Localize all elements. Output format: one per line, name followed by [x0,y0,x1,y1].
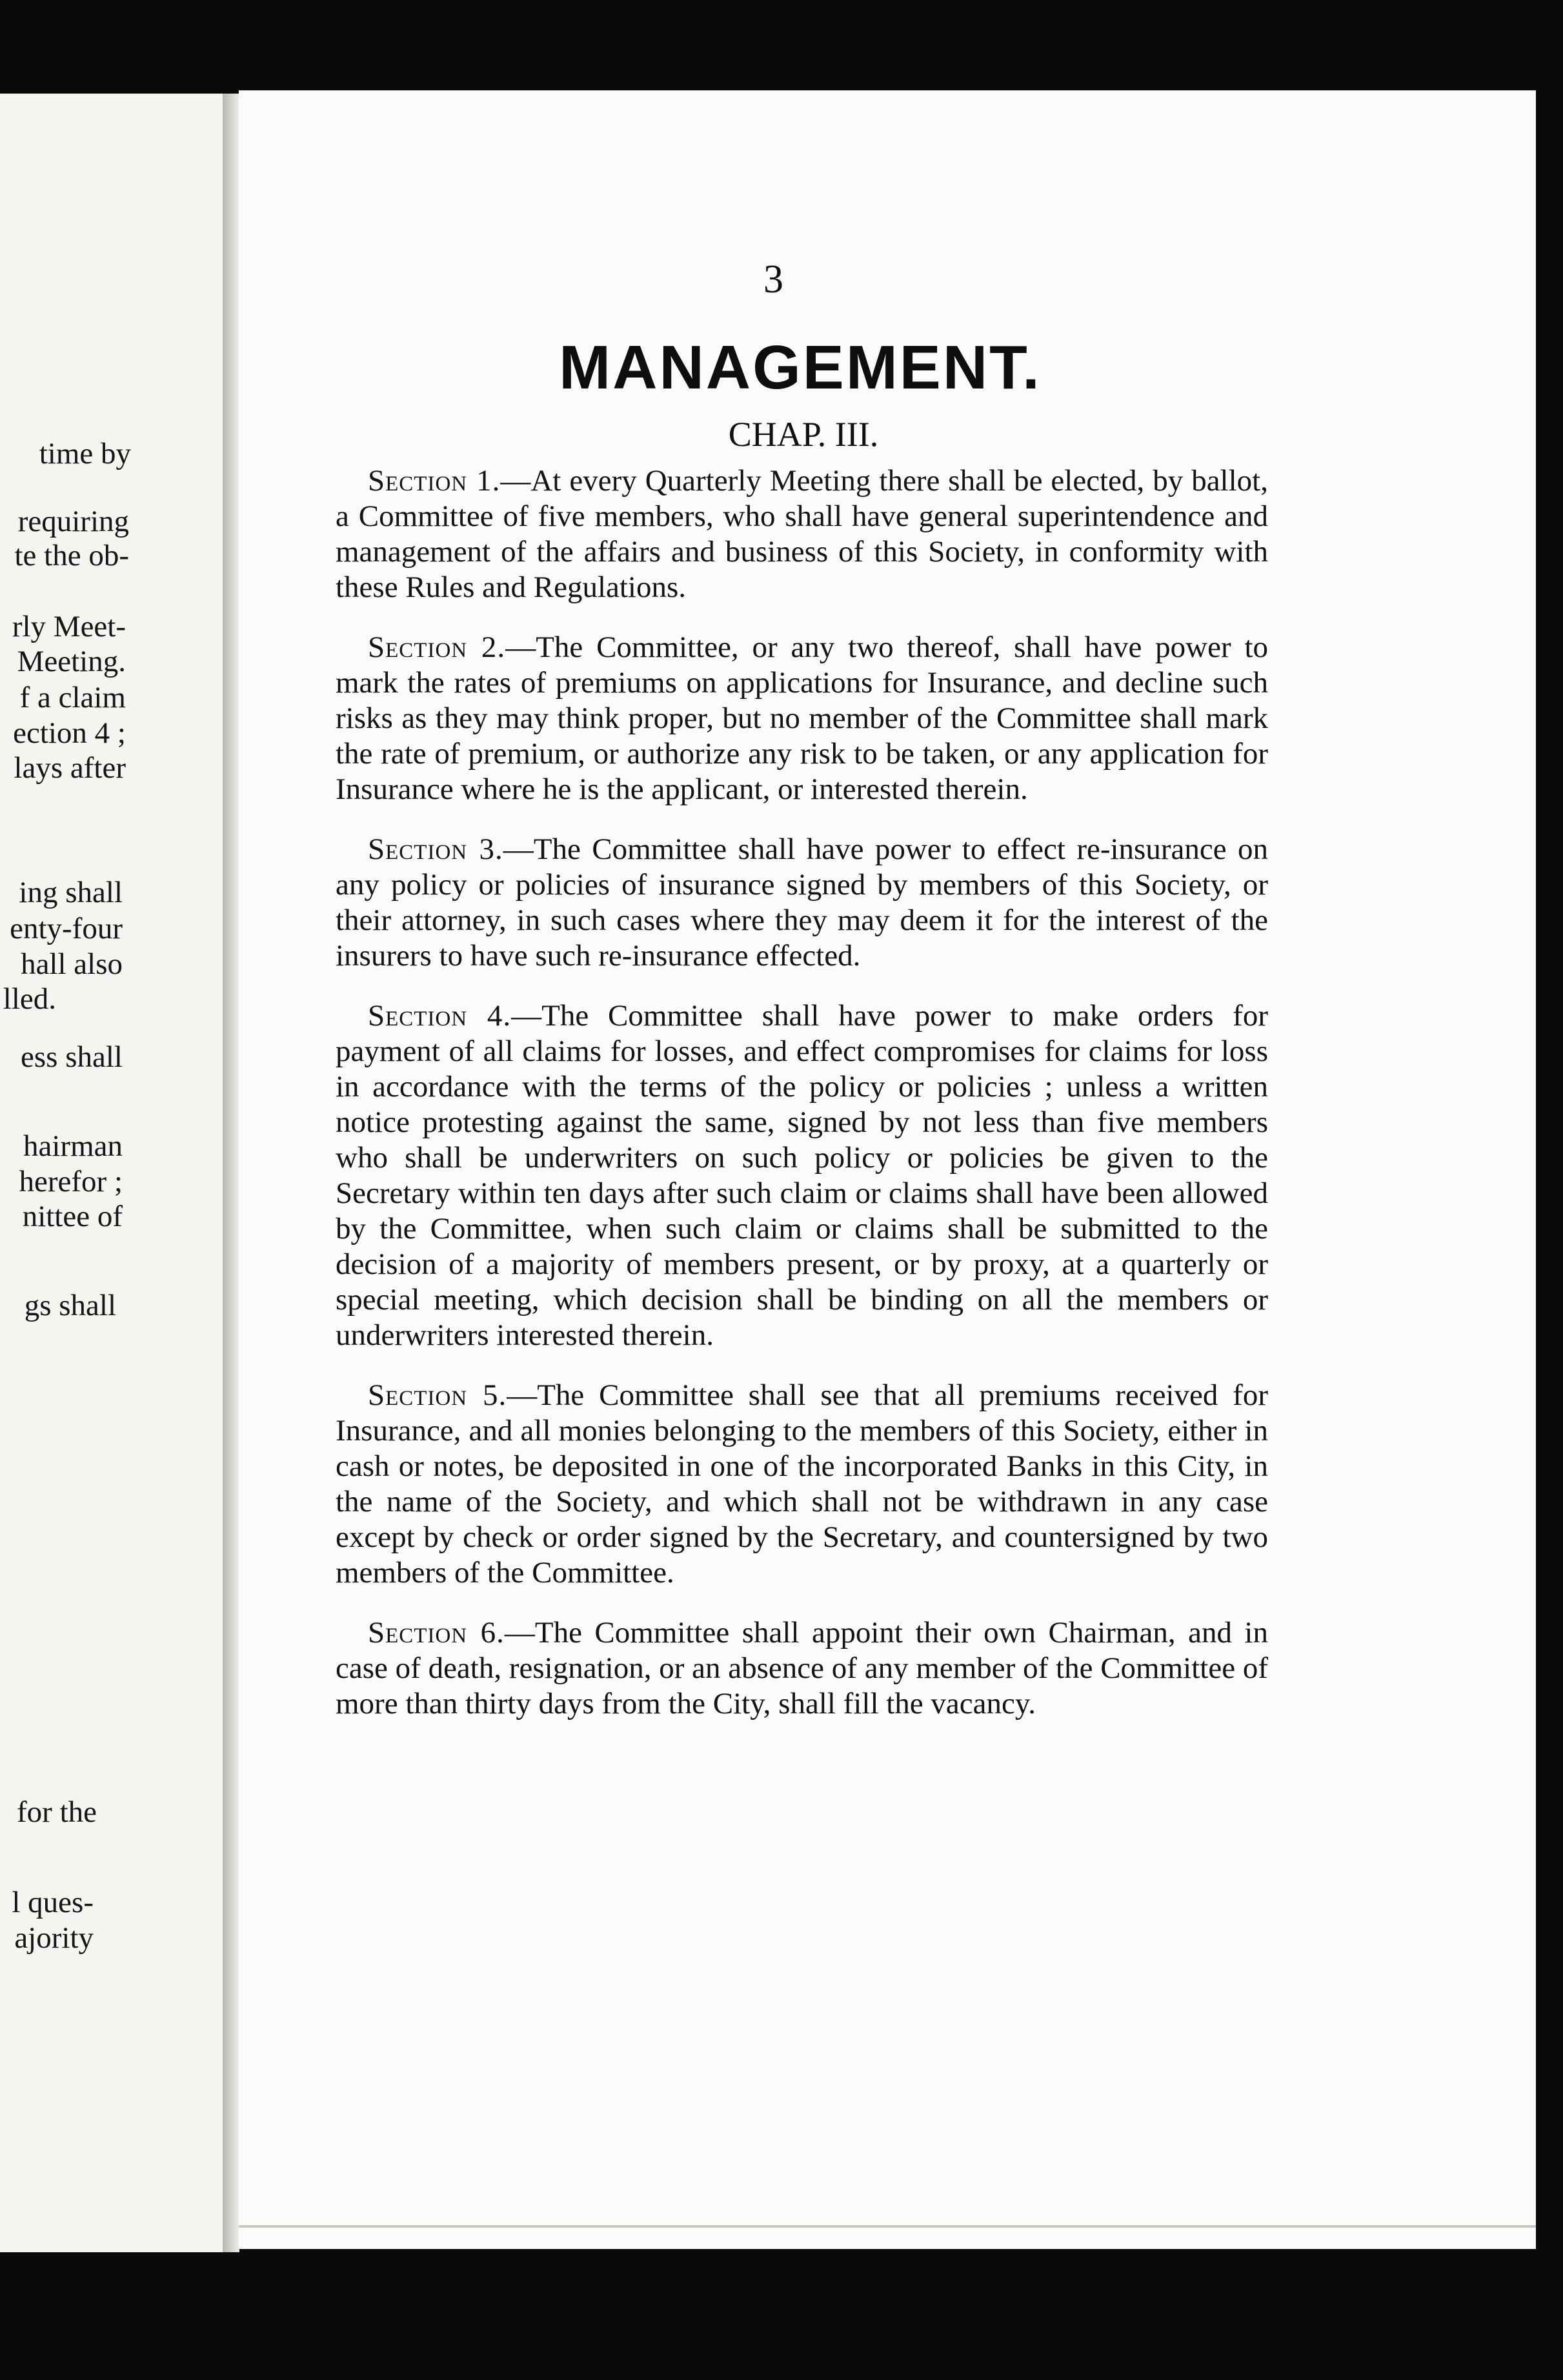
left-page-fragment: Meeting. [17,645,126,678]
section-label: Section 3. [368,832,503,866]
section-text: —The Committee shall see that all premiums received for Insurance, and all monies belonging to the members of this Society, either in cash or notes, be deposited in one of the incorporated Banks in this City, in the name of the Society, and which shall not be withdrawn in any case except by check or order signed by the Secretary, and countersigned by two members of the Committee. [336,1378,1268,1589]
page-number: 3 [763,257,783,301]
section-text: —The Committee shall appoint their own Chairman, and in case of death, resignation, or an absence of any member of the Committee of more than thirty days from the City, shall fill the vacancy. [336,1616,1268,1720]
section-1 [336,463,1268,605]
section-label: Section 4. [368,999,512,1033]
left-page-fragment: ing shall [19,876,123,909]
section-label: Section 5. [368,1378,507,1412]
left-page-fragment: ajority [14,1921,94,1955]
page-gutter [223,94,239,2252]
chapter-title: CHAP. III. [728,415,879,454]
left-page-fragment: lays after [14,751,126,785]
section-3 [336,832,1268,974]
left-page-fragment: herefor ; [19,1165,123,1198]
left-page-fragment: for the [17,1795,97,1829]
section-label: Section 1. [368,464,501,498]
left-page-fragment: time by [39,437,131,470]
left-page-fragment: lled. [3,982,56,1016]
section-text: —At every Quarterly Meeting there shall be elected, by ballot, a Committee of five members, who shall have general superintendence and management of the affairs and business of this Society, in conformity with these Rules and Regulations. [336,464,1268,604]
section-text: —The Committee, or any two thereof, shall have power to mark the rates of premiums on applications for Insurance, and decline such risks as they may think proper, but no member of the Committee shall mark the rate of premium, or authorize any risk to be taken, or any application for Insurance where he is the applicant, or interested therein. [336,630,1268,806]
left-facing-page [0,94,227,2252]
left-page-fragment: te the ob- [14,539,129,572]
left-page-fragment: ess shall [21,1040,123,1074]
left-page-fragment: hairman [23,1129,123,1163]
section-5 [336,1378,1268,1591]
left-page-fragment: l ques- [12,1886,94,1919]
left-page-fragment: gs shall [24,1289,116,1322]
section-label: Section 2. [368,630,506,664]
left-page-fragment: hall also [21,947,123,981]
section-2 [336,630,1268,807]
page-bottom-edge [239,2225,1536,2228]
section-label: Section 6. [368,1616,505,1649]
page-heading: MANAGEMENT. [559,333,1042,402]
section-4 [336,998,1268,1353]
section-6 [336,1615,1268,1722]
section-text: —The Committee shall have power to effect re-insurance on any policy or policies of insurance signed by members of this Society, or their attorney, in such cases where they may deem it for the interest of the insurers to have such re-insurance effected. [336,832,1268,973]
left-page-fragment: ection 4 ; [13,716,126,750]
left-page-fragment: nittee of [22,1200,123,1233]
left-page-fragment: rly Meet- [12,610,126,643]
left-page-fragment: enty-four [10,912,123,945]
body-text [336,463,1268,1746]
left-page-fragment: requiring [17,505,129,538]
left-page-fragment: f a claim [19,681,126,714]
section-text: —The Committee shall have power to make orders for payment of all claims for losses, and effect compromises for claims for loss in accordance with the terms of the policy or policies ; unless a written notice protesting against the same, signed by not less than five members who shall be underwriters on such policy or policies be given to the Secretary within ten days after such claim or claims shall have been allowed by the Committee, when such claim or claims shall be submitted to the decision of a majority of members present, or by proxy, at a quarterly or special meeting, which decision shall be binding on all the members or underwriters interested therein. [336,999,1268,1352]
